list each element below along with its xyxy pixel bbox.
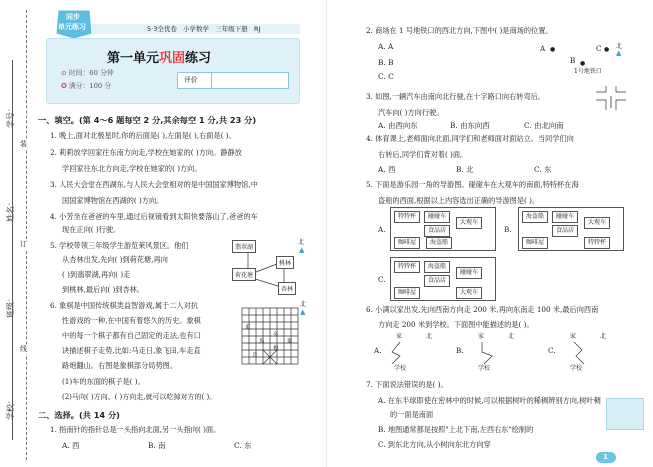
cut-label-zhuang: 装 — [20, 140, 27, 148]
subway-north-label: 北 — [616, 43, 623, 50]
map-label-xinglin: 杏林 — [278, 282, 296, 295]
title-panel — [46, 38, 300, 104]
grade: 三年级下册 — [215, 25, 248, 33]
subway-exit-dot: ● — [580, 60, 586, 67]
park-map-a-cell-3: 大观车 — [456, 217, 482, 229]
map-label-taolin: 桃林 — [276, 256, 294, 269]
choice-q1: 1. 指南针的指针总是一头指向北面,另一头指向( )面。 — [50, 425, 221, 434]
choice-q5-line2: 盗船的西面,根据以上内容选出正确的导游图是( )。 — [378, 196, 540, 205]
route-c-school: 学校 — [570, 365, 583, 372]
star-icon: ✪ — [61, 82, 67, 90]
park-map-b-label: B. — [504, 225, 512, 234]
park-map-b-cell-1: 海盗船 — [522, 211, 548, 223]
review-divider — [211, 73, 212, 88]
q5-fill-line4: 到桃林,最后向( )到杏林。 — [62, 285, 145, 294]
park-map-a-cell-5: 咖啡屋 — [394, 237, 420, 249]
choice-q7-opt-a-cont: 的一面是南面 — [390, 410, 434, 419]
edition: RJ — [253, 25, 261, 33]
choice-q4-line1: 4. 体育课上,老师面向北面,同学们和老师面对面站立。当同学们向 — [366, 134, 574, 143]
choice-q2-opt-b[interactable]: B. B — [378, 58, 394, 67]
q6-fill-line1: 6. 象棋是中国传统棋类益智游戏,属于二人对抗 — [50, 301, 198, 310]
q6-fill-line3: 中的每一个棋子都有自己固定的走法,也有口 — [62, 331, 201, 340]
choice-q7-opt-a[interactable]: A. 在东半球即使在密林中的时候,可以根据树叶的稀稠辨别方向,树叶稠 — [378, 396, 601, 405]
page-title: 第一单元巩固练习 — [107, 51, 212, 66]
park-map-c-cell-3: 碰碰车 — [456, 267, 482, 279]
corner-sticker — [606, 398, 644, 430]
q2-fill-line1: 2. 莉莉放学回家往东南方向走,学校在她家的( )方向。静静放 — [50, 148, 242, 157]
subway-map — [540, 40, 630, 80]
map-label-feicuihu: 翡翠湖 — [232, 240, 256, 253]
badge-line2: 单元练习 — [58, 23, 86, 31]
park-map-a-cell-6: 海盗船 — [426, 237, 452, 249]
route-c-path — [562, 340, 602, 366]
choice-q6-line2: 方向走 200 米到学校。下面图中能描述的是( )。 — [378, 320, 534, 329]
crossroad-diagram — [592, 84, 632, 114]
page-number: 1 — [603, 453, 608, 461]
point-a-label: A — [540, 44, 546, 53]
north-arrow-icon: ▲ — [299, 246, 305, 254]
subway-exit-label: 1号地铁口 — [574, 68, 602, 75]
cut-label-xian: 线 — [20, 345, 27, 353]
book-title — [147, 25, 260, 34]
park-map-c-cell-5: 咖啡屋 — [394, 287, 420, 299]
route-c-label[interactable]: C. — [548, 346, 556, 355]
chess-north-arrow-icon: ▲ — [300, 308, 306, 316]
full-score: ✪ 满分：100 分 — [61, 82, 112, 90]
q6-sub1: (1)车的东面的棋子是( )。 — [62, 377, 145, 386]
choice-q2: 2. 商场在 1 号地铁口的西北方向,下图中( )是商场的位置。 — [366, 26, 553, 35]
choice-q7: 7. 下面说法错误的是( )。 — [366, 380, 448, 389]
route-c-home: 家 — [570, 333, 577, 340]
time-limit: ⊙ 时间：60 分钟 — [61, 69, 114, 77]
park-map-b-cell-3: 大观车 — [584, 217, 610, 229]
park-map-b-cell-4: 食品店 — [552, 225, 578, 237]
point-a-dot: ● — [550, 46, 556, 53]
choice-q3-opt-b[interactable]: B. 由东向西 — [450, 121, 490, 130]
q4-fill-line2: 现在正向( )行驶。 — [62, 225, 121, 234]
chess-piece-xiang: 象 — [287, 339, 293, 345]
route-b-north: 北 — [508, 333, 515, 340]
subject: 小学数学 — [183, 25, 210, 33]
park-map-c-cell-2: 海盗船 — [424, 261, 450, 273]
book-name: 5·3全优卷 — [147, 25, 177, 33]
q3-fill-line2: 国国家博物馆在西湖的( )方向。 — [62, 196, 164, 205]
point-c-label: C — [596, 44, 602, 53]
cut-label-ding: 订 — [20, 240, 27, 248]
choice-q4-opt-a[interactable]: A. 西 — [378, 165, 396, 174]
q5-fill-line2: 从杏林出发,先向( )到荷花塘,再向 — [62, 255, 168, 264]
q6-fill-line5: 路炮翻山。右图是象棋部分局势图。 — [62, 361, 178, 370]
park-map-a-cell-4: 食品店 — [424, 225, 450, 237]
choice-q6-line1: 6. 小满以家出发,先向西南方向走 200 米,再向东南走 100 米,最后向西南 — [366, 305, 599, 314]
q6-fill-line4: 诀描述棋子走势,比如:马走日,象飞田,车走直 — [62, 346, 201, 355]
choice-q1-opt-a[interactable]: A. 西 — [62, 441, 80, 450]
park-map-c-cell-6: 大观车 — [456, 287, 482, 299]
badge-line1: 同步 — [66, 13, 80, 21]
park-map-c — [372, 255, 512, 303]
map-label-hehuatang: 荷花塘 — [232, 268, 256, 281]
chess-piece-zu: 卒 — [273, 332, 279, 338]
route-option-b — [456, 332, 526, 372]
route-b-school: 学校 — [478, 365, 491, 372]
q6-sub2: (2)马向( )方向、( )方向走,就可以吃掉对方的( )。 — [62, 393, 217, 401]
route-a-school: 学校 — [394, 365, 407, 372]
park-map-c-cell-4: 食品店 — [424, 275, 450, 287]
binding-strip — [0, 0, 32, 467]
route-b-home: 家 — [478, 333, 485, 340]
name-line — [12, 60, 13, 440]
park-map-b-cell-2: 碰碰车 — [552, 211, 578, 223]
park-map-b-cell-5: 咖啡屋 — [522, 237, 548, 249]
park-map-b-cell-6: 特特杯 — [584, 237, 610, 249]
map-north-label: 北 — [298, 239, 305, 246]
section-1-title: 一、填空。(第 4～6 题每空 2 分,其余每空 1 分,共 23 分) — [38, 115, 257, 125]
section-2-title: 二、选择。(共 14 分) — [38, 410, 120, 420]
choice-q5-line1: 5. 下面是游乐园一角的导游图。碰碰车在大观车的南面,特特杯在海 — [366, 180, 579, 189]
chess-piece-che: 車 — [245, 325, 251, 331]
choice-q4-opt-b[interactable]: B. 北 — [456, 165, 474, 174]
label-xingming: 姓名： — [6, 198, 15, 222]
q5-fill-line3: ( )到翡翠湖,再向( )走 — [62, 270, 131, 279]
cut-line — [26, 10, 27, 460]
route-b-path — [470, 340, 510, 366]
review-box — [177, 72, 289, 89]
q4-fill-line1: 4. 小芳坐在爸爸的车里,通过后视镜看到太阳快要落山了,爸爸的车 — [50, 212, 258, 221]
chess-piece-ma: 馬 — [259, 339, 265, 345]
route-a-path — [388, 340, 428, 366]
q6-fill-line2: 性游戏的一种,在中国有着悠久的历史。象棋 — [62, 316, 201, 325]
park-map-b — [500, 205, 640, 253]
route-b-label[interactable]: B. — [456, 346, 464, 355]
route-a-north: 北 — [426, 333, 433, 340]
clock-icon: ⊙ — [61, 69, 67, 77]
park-map-a-cell-2: 碰碰车 — [424, 211, 450, 223]
choice-q2-opt-c[interactable]: C. C — [378, 72, 394, 81]
q3-fill-line1: 3. 人民大会堂在西湖东,与人民大会堂相对的是中国国家博物馆,中 — [50, 180, 258, 189]
q2-fill-line2: 学回家往东北方向走,学校在她家的( )方向。 — [62, 164, 202, 173]
unit-badge — [54, 8, 94, 40]
choice-q3-line1: 3. 如图,一辆汽车由南向北行驶,在十字路口向右转弯后, — [366, 92, 541, 101]
label-xuehao: 学号： — [6, 104, 15, 128]
choice-q4-line2: 右转后,同学们背对着( )面。 — [378, 150, 468, 159]
choice-q7-opt-c[interactable]: C. 到东北方向,从小树向东北方向穿 — [378, 440, 491, 449]
choice-q1-opt-b[interactable]: B. 南 — [148, 441, 166, 450]
route-a-home: 家 — [396, 333, 403, 340]
choice-q3-opt-a[interactable]: A. 由西向东 — [378, 121, 418, 130]
q1-fill: 1. 晚上,面对北极星时,你的后面是( ),左面是( ),右面是( )。 — [50, 131, 236, 140]
page-gutter — [326, 0, 327, 467]
label-xuexiao: 学校： — [6, 396, 15, 420]
route-c-north: 北 — [600, 333, 607, 340]
review-label: 评价 — [184, 76, 198, 84]
scenic-map — [228, 238, 308, 296]
subway-north-arrow-icon: ▲ — [616, 49, 622, 57]
park-map-a-cell-1: 特特杯 — [394, 211, 420, 223]
choice-q7-opt-b[interactable]: B. 地图通常都是按照"上北下南,左西右东"绘制的 — [378, 425, 534, 434]
point-b-label: B — [570, 56, 576, 65]
chess-board — [240, 300, 308, 368]
park-map-c-cell-1: 特特杯 — [394, 261, 420, 273]
choice-q3-opt-c[interactable]: C. 由北向南 — [524, 121, 564, 130]
chess-piece-bing: 兵 — [252, 353, 258, 359]
route-option-a — [374, 332, 444, 372]
chess-north-label: 北 — [300, 301, 307, 308]
title-highlight: 巩固 — [159, 51, 186, 66]
choice-q1-opt-c[interactable]: C. 东 — [234, 441, 252, 450]
route-option-c — [548, 332, 618, 372]
park-map-a-label: A. — [378, 225, 386, 234]
q5-fill-line1: 5. 学校带领三年级学生游览莱风景区。他们 — [50, 241, 189, 250]
label-banji: 班级： — [6, 294, 15, 318]
choice-q4-opt-c[interactable]: C. 东 — [534, 165, 552, 174]
route-a-label[interactable]: A. — [374, 346, 382, 355]
chess-piece-pao: 炮 — [273, 346, 279, 352]
point-c-dot: ● — [604, 46, 610, 53]
park-map-c-label: C. — [378, 275, 386, 284]
park-map-a — [372, 205, 512, 253]
choice-q2-opt-a[interactable]: A. A — [378, 42, 394, 51]
choice-q3-line2: 汽车向( )方向行驶。 — [378, 108, 444, 117]
